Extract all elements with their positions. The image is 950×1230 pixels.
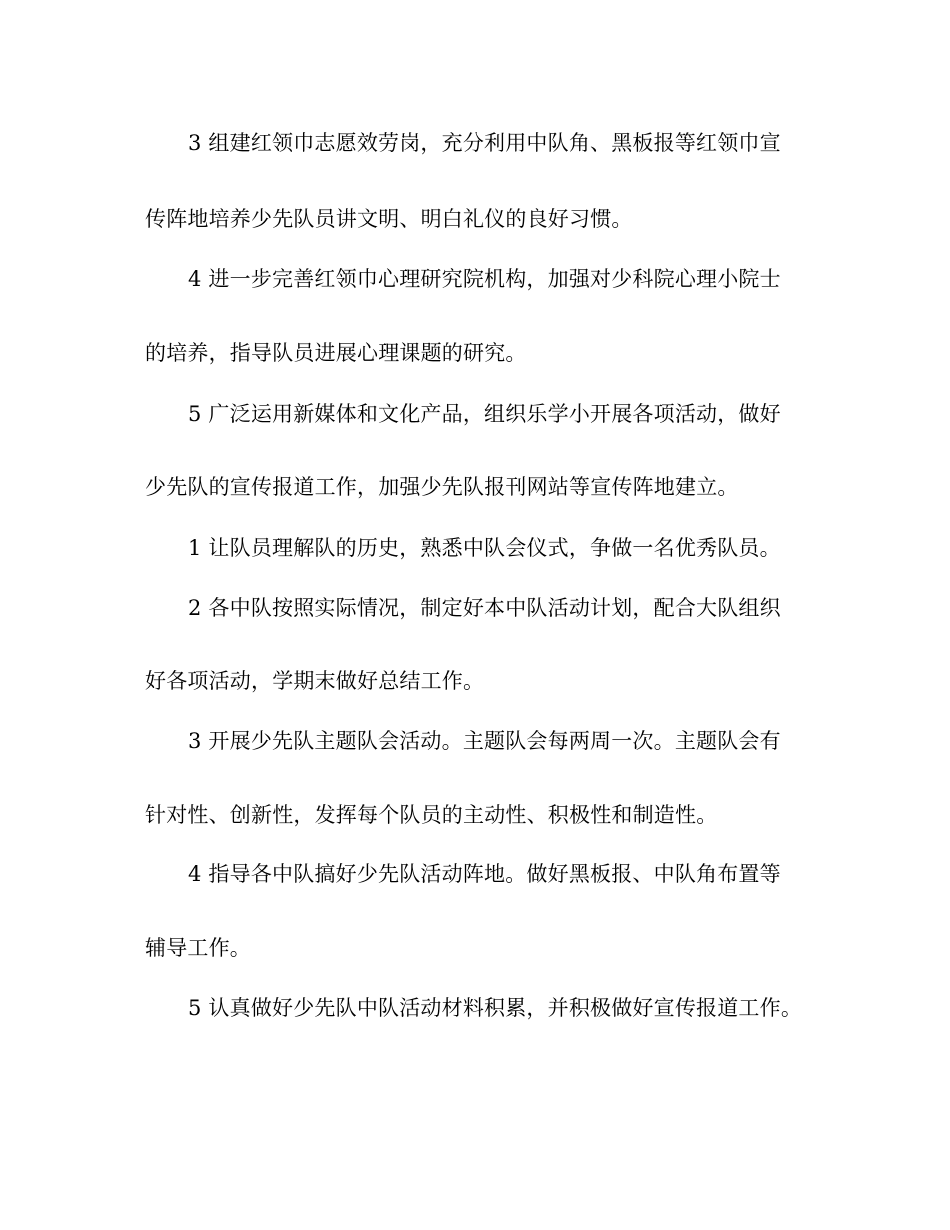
paragraph-line: 5 认真做好少先队中队活动材料积累，并积极做好宣传报道工作。 — [188, 996, 803, 1020]
paragraph-line: 传阵地培养少先队员讲文明、明白礼仪的良好习惯。 — [145, 207, 633, 231]
paragraph-line: 的培养，指导队员进展心理课题的研究。 — [145, 341, 527, 365]
paragraph-line: 辅导工作。 — [145, 936, 251, 960]
paragraph-line: 3 组建红领巾志愿效劳岗，充分利用中队角、黑板报等红领巾宣 — [188, 131, 781, 155]
paragraph-line: 少先队的宣传报道工作，加强少先队报刊网站等宣传阵地建立。 — [145, 475, 739, 499]
paragraph-line: 1 让队员理解队的历史，熟悉中队会仪式，争做一名优秀队员。 — [188, 536, 781, 560]
paragraph-line: 2 各中队按照实际情况，制定好本中队活动计划，配合大队组织 — [188, 596, 781, 620]
paragraph-line: 3 开展少先队主题队会活动。主题队会每两周一次。主题队会有 — [188, 729, 781, 753]
paragraph-line: 5 广泛运用新媒体和文化产品，组织乐学小开展各项活动，做好 — [188, 402, 781, 426]
paragraph-line: 好各项活动，学期末做好总结工作。 — [145, 669, 485, 693]
paragraph-line: 针对性、创新性，发挥每个队员的主动性、积极性和制造性。 — [145, 803, 718, 827]
paragraph-line: 4 进一步完善红领巾心理研究院机构，加强对少科院心理小院士 — [188, 267, 781, 291]
paragraph-line: 4 指导各中队搞好少先队活动阵地。做好黑板报、中队角布置等 — [188, 862, 781, 886]
